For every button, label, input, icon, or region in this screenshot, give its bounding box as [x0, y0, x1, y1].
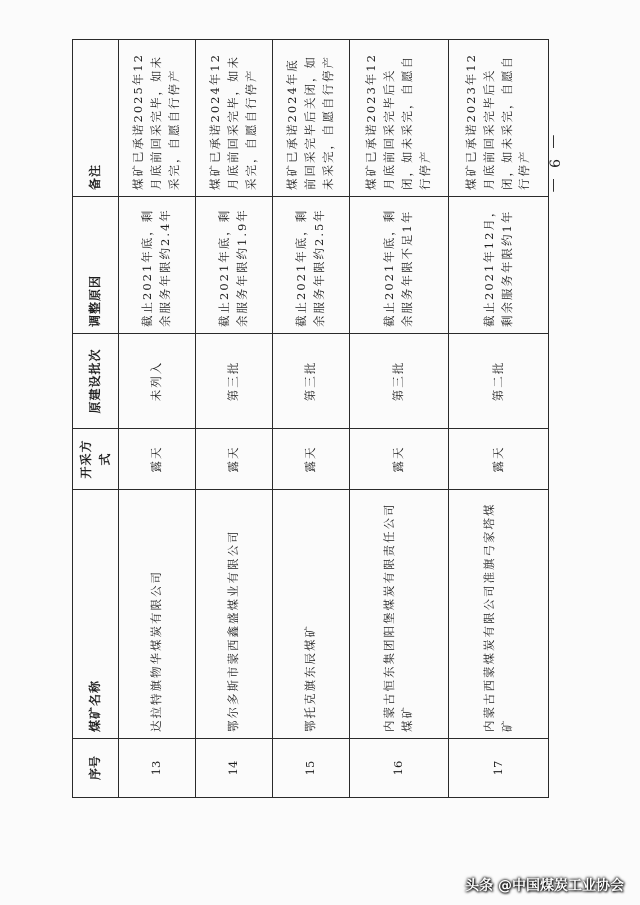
table-row — [119, 40, 196, 798]
cell-mode: 露天 — [449, 429, 549, 490]
cell-no: 13 — [119, 739, 196, 798]
cell-no: 14 — [195, 739, 272, 798]
page-number-text: — 9 — — [545, 134, 561, 196]
cell-reason: 截止2021年12月，剩余服务年限约1年 — [449, 197, 549, 334]
cell-no: 17 — [449, 739, 549, 798]
cell-mode: 露天 — [349, 429, 449, 490]
cell-batch: 未列入 — [119, 334, 196, 429]
cell-note: 煤矿已承诺2025年12月底前回采完毕，如未采完，自愿自行停产 — [119, 40, 196, 197]
rotated-table-container — [72, 53, 549, 798]
cell-batch: 第三批 — [195, 334, 272, 429]
coal-mine-table — [72, 39, 549, 798]
watermark: 头条 @中国煤炭工业协会 — [465, 878, 624, 894]
cell-no: 15 — [272, 739, 349, 798]
table-row — [449, 40, 549, 798]
cell-reason: 截止2021年底，剩余服务年限约2.4年 — [119, 197, 196, 334]
table-row — [272, 40, 349, 798]
cell-note: 煤矿已承诺2024年12月底前回采完毕，如未采完，自愿自行停产 — [195, 40, 272, 197]
header-no: 序号 — [73, 739, 119, 798]
cell-name: 鄂尔多斯市蒙西鑫盛煤业有限公司 — [195, 490, 272, 739]
page-number — [543, 120, 563, 210]
cell-reason: 截止2021年底，剩余服务年限约2.5年 — [272, 197, 349, 334]
cell-note: 煤矿已承诺2023年12月底前回采完毕后关闭，如未采完，自愿自行停产 — [349, 40, 449, 197]
cell-reason: 截止2021年底，剩余服务年限不足1年 — [349, 197, 449, 334]
cell-batch: 第三批 — [349, 334, 449, 429]
cell-mode: 露天 — [272, 429, 349, 490]
cell-no: 16 — [349, 739, 449, 798]
header-mode: 开采方式 — [73, 429, 119, 490]
header-batch: 原建设批次 — [73, 334, 119, 429]
header-note: 备注 — [73, 40, 119, 197]
header-reason: 调整原因 — [73, 197, 119, 334]
cell-batch: 第二批 — [449, 334, 549, 429]
cell-note: 煤矿已承诺2024年底前回采完毕后关闭，如未采完，自愿自行停产 — [272, 40, 349, 197]
cell-note: 煤矿已承诺2023年12月底前回采完毕后关闭，如未采完，自愿自行停产 — [449, 40, 549, 197]
cell-mode: 露天 — [119, 429, 196, 490]
header-name: 煤矿名称 — [73, 490, 119, 739]
cell-name: 内蒙古西蒙煤炭有限公司准旗弓家塔煤矿 — [449, 490, 549, 739]
table-header-row — [73, 40, 119, 798]
table-row — [349, 40, 449, 798]
cell-batch: 第三批 — [272, 334, 349, 429]
cell-reason: 截止2021年底，剩余服务年限约1.9年 — [195, 197, 272, 334]
table-row — [195, 40, 272, 798]
cell-name: 鄂托克旗东辰煤矿 — [272, 490, 349, 739]
cell-mode: 露天 — [195, 429, 272, 490]
cell-name: 达拉特旗物华煤炭有限公司 — [119, 490, 196, 739]
cell-name: 内蒙古恒东集团阳堡煤炭有限责任公司煤矿 — [349, 490, 449, 739]
